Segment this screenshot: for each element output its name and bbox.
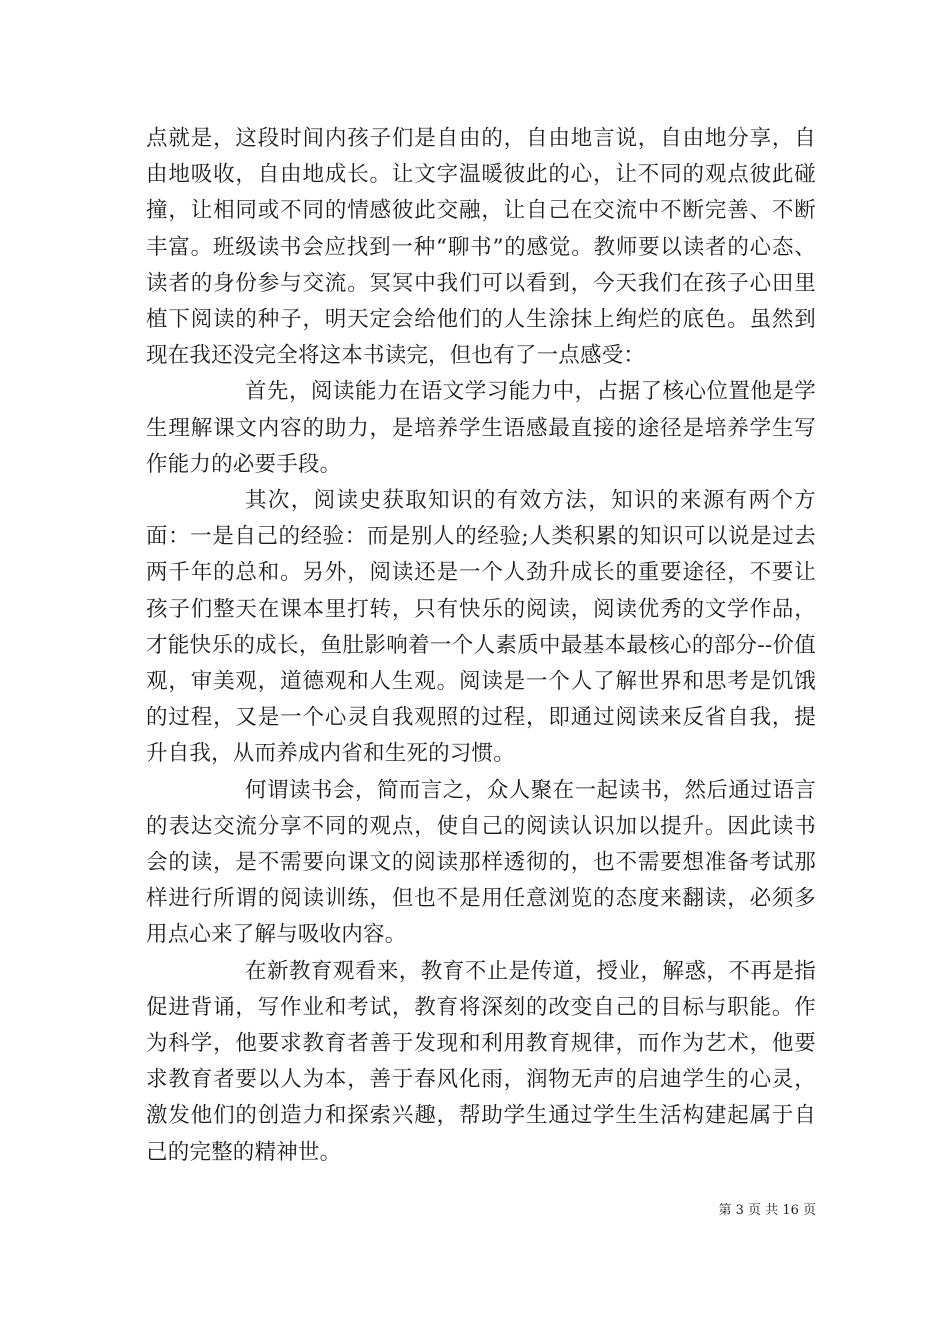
paragraph-3: 其次，阅读史获取知识的有效方法，知识的来源有两个方面：一是自己的经验：而是别人的经验;人类积累的知识可以说是过去两千年的总和。另外，阅读还是一个人劲升成长的重要途径，不要让孩子们整天在课本里打转，只有快乐的阅读，阅读优秀的文学作品，才能快乐的成长，鱼肚影响着一个人素质中最基本最核心的部分--价值观，审美观，道德观和人生观。阅读是一个人了解世界和思考是饥饿的过程，又是一个心灵自我观照的过程，即通过阅读来反省自我，提升自我，从而养成内省和生死的习惯。 [146, 488, 816, 767]
paragraph-4: 何谓读书会，简而言之，众人聚在一起读书，然后通过语言的表达交流分享不同的观点，使自己的阅读认识加以提升。因此读书会的读，是不需要向课文的阅读那样透彻的，也不需要想准备考试那样进行所谓的阅读训练，但也不是用任意浏览的态度来翻读，必须多用点心来了解与吸收内容。 [146, 777, 816, 948]
paragraph-5: 在新教育观看来，教育不止是传道，授业，解惑，不再是指促进背诵，写作业和考试，教育将深刻的改变自己的目标与职能。作为科学，他要求教育者善于发现和利用教育规律，而作为艺术，他要求教育者要以人为本，善于春风化雨，润物无声的启迪学生的心灵，激发他们的创造力和探索兴趣，帮助学生通过学生生活构建起属于自己的完整的精神世。 [146, 958, 816, 1165]
paragraph-2: 首先，阅读能力在语文学习能力中，占据了核心位置他是学生理解课文内容的助力，是培养学生语感最直接的途径是培养学生写作能力的必要手段。 [146, 379, 816, 477]
page-footer [700, 1203, 816, 1219]
document-body [146, 121, 816, 1171]
page-number-label: 第 3 页 共 16 页 [718, 1203, 816, 1218]
paragraph-1: 点就是，这段时间内孩子们是自由的，自由地言说，自由地分享，自由地吸收，自由地成长。让文字温暖彼此的心，让不同的观点彼此碰撞，让相同或不同的情感彼此交融，让自己在交流中不断完善、不断丰富。班级读书会应找到一种“聊书”的感觉。教师要以读者的心态、读者的身份参与交流。冥冥中我们可以看到，今天我们在孩子心田里植下阅读的种子，明天定会给他们的人生涂抹上绚烂的底色。虽然到现在我还没完全将这本书读完，但也有了一点感受： [146, 126, 816, 369]
